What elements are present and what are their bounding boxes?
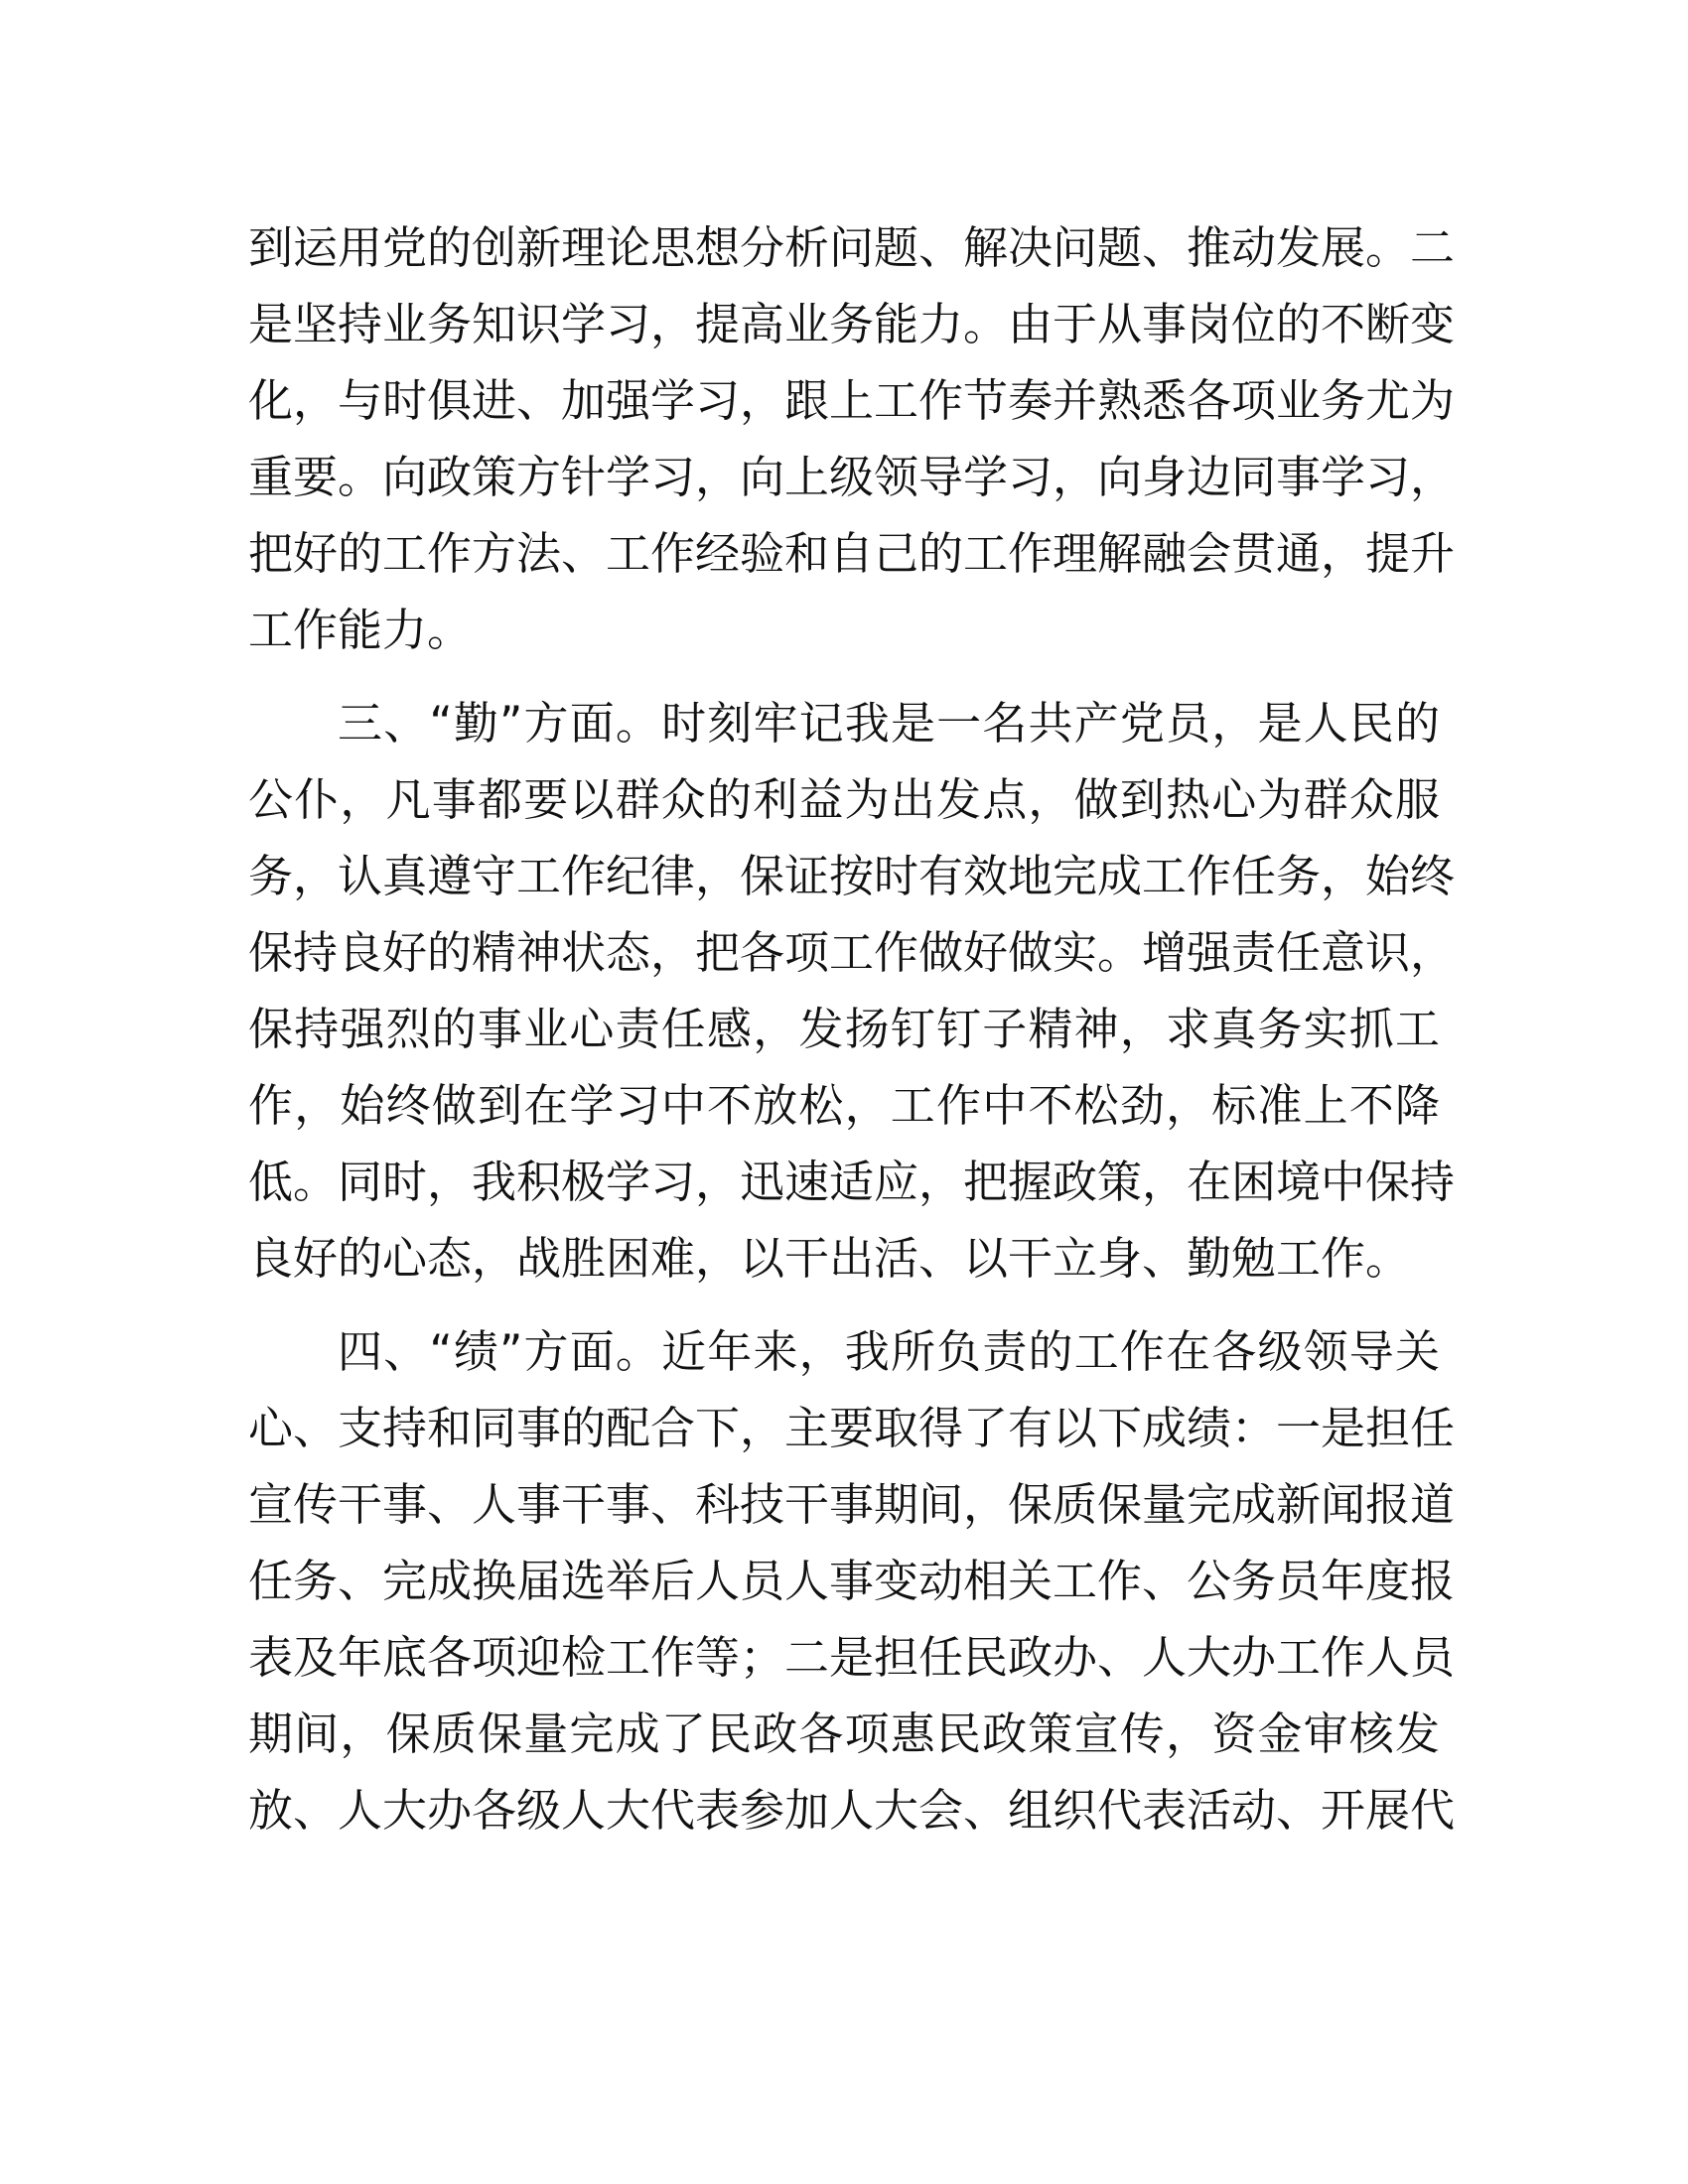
text-line: 任务、完成换届选举后人员人事变动相关工作、公务员年度报 xyxy=(248,1555,1456,1607)
paragraph-heading-line: 三、“勤”方面。时刻牢记我是一名共产党员，是人民的 xyxy=(338,697,1440,750)
text-line: 到运用党的创新理论思想分析问题、解决问题、推动发展。二 xyxy=(248,221,1456,274)
text-line: 是坚持业务知识学习，提高业务能力。由于从事岗位的不断变 xyxy=(248,298,1456,350)
text-line: 低。同时，我积极学习，迅速适应，把握政策，在困境中保持 xyxy=(248,1156,1456,1208)
text-line: 期间，保质保量完成了民政各项惠民政策宣传，资金审核发 xyxy=(248,1707,1440,1760)
text-line: 表及年底各项迎检工作等；二是担任民政办、人大办工作人员 xyxy=(248,1631,1456,1684)
text-line: 把好的工作方法、工作经验和自己的工作理解融会贯通，提升 xyxy=(248,527,1456,580)
text-line: 务，认真遵守工作纪律，保证按时有效地完成工作任务，始终 xyxy=(248,850,1456,902)
text-line: 保持强烈的事业心责任感，发扬钉钉子精神，求真务实抓工 xyxy=(248,1003,1440,1055)
text-line: 公仆，凡事都要以群众的利益为出发点，做到热心为群众服 xyxy=(248,773,1440,826)
text-line: 保持良好的精神状态，把各项工作做好做实。增强责任意识， xyxy=(248,926,1456,979)
text-line: 工作能力。 xyxy=(248,604,473,656)
text-line: 重要。向政策方针学习，向上级领导学习，向身边同事学习， xyxy=(248,451,1456,503)
paragraph-heading-line: 四、“绩”方面。近年来，我所负责的工作在各级领导关 xyxy=(338,1325,1440,1378)
text-line: 放、人大办各级人大代表参加人大会、组织代表活动、开展代 xyxy=(248,1784,1456,1837)
text-line: 心、支持和同事的配合下，主要取得了有以下成绩：一是担任 xyxy=(248,1402,1456,1454)
text-line: 作，始终做到在学习中不放松，工作中不松劲，标准上不降 xyxy=(248,1079,1440,1132)
text-line: 化，与时俱进、加强学习，跟上工作节奏并熟悉各项业务尤为 xyxy=(248,374,1456,427)
text-line: 良好的心态，战胜困难，以干出活、以干立身、勤勉工作。 xyxy=(248,1232,1411,1285)
text-line: 宣传干事、人事干事、科技干事期间，保质保量完成新闻报道 xyxy=(248,1478,1456,1531)
